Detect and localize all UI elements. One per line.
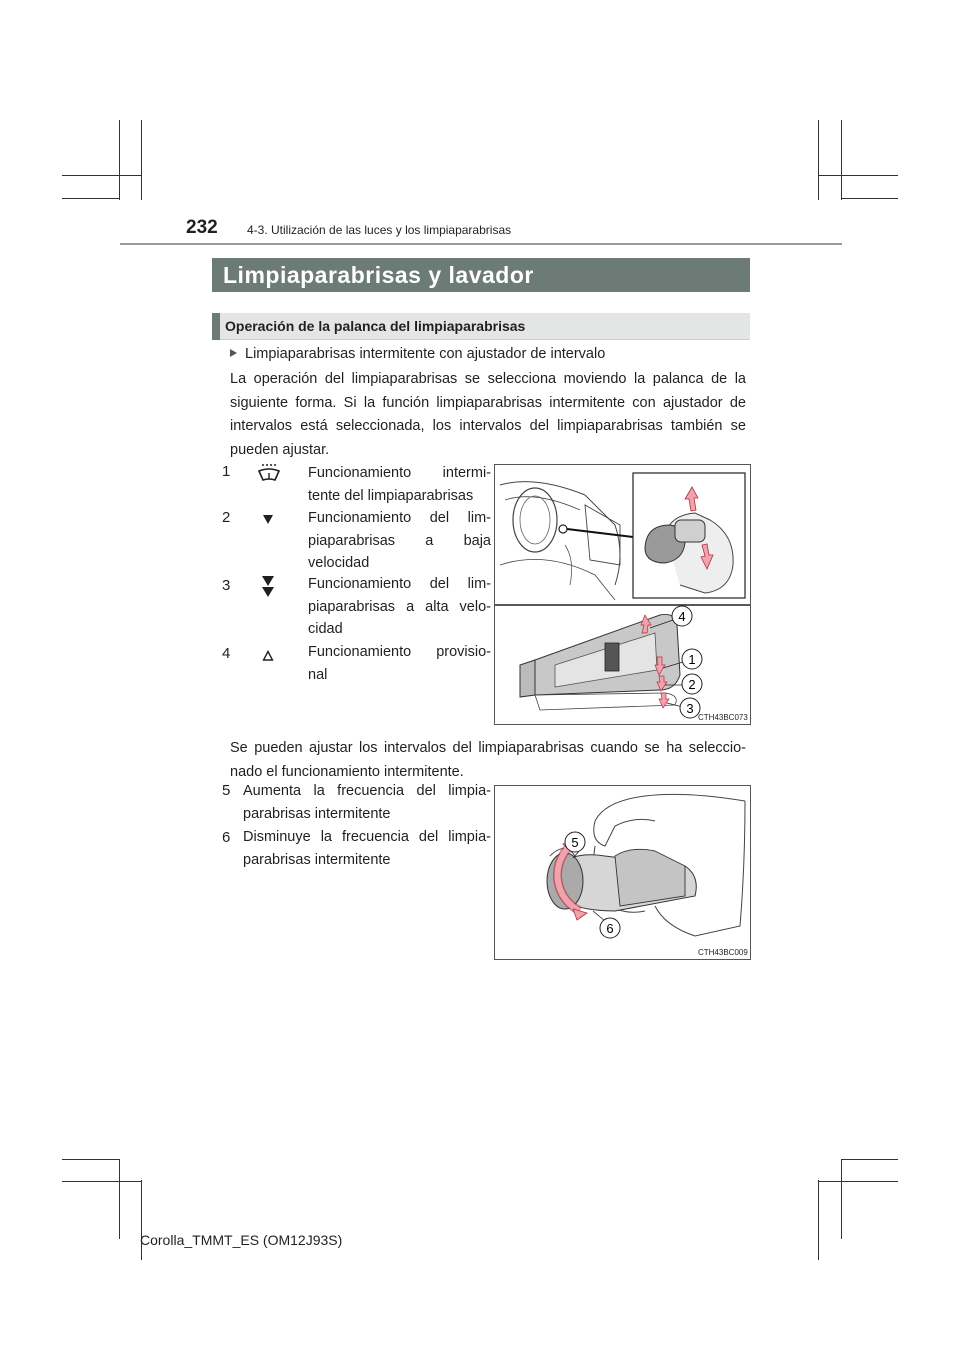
crop-mark xyxy=(62,175,142,176)
crop-mark xyxy=(62,198,119,199)
subsection-bar xyxy=(212,313,750,340)
crop-mark xyxy=(818,120,819,200)
section-title: Limpiaparabrisas y lavador xyxy=(212,258,750,292)
figure-wiper-lever xyxy=(494,464,751,725)
callout-2: 2 xyxy=(688,677,696,692)
subsection-stripe xyxy=(212,313,220,340)
item-text-6: Disminuye la frecuencia del limpia- parabrisas intermitente xyxy=(243,829,491,868)
item-text-2: Funcionamiento del lim- piaparabrisas a baja velocidad xyxy=(308,510,491,571)
item-number-5: 5 xyxy=(222,782,231,799)
figure-code: CTH43BC009 xyxy=(698,948,748,957)
footer-doc-id: Corolla_TMMT_ES (OM12J93S) xyxy=(140,1232,343,1248)
intermittent-wiper-icon xyxy=(256,463,282,483)
interval-adjust-illustration xyxy=(495,786,750,959)
crop-mark xyxy=(818,1180,819,1260)
crop-mark xyxy=(841,120,842,200)
bullet-heading xyxy=(230,346,605,362)
bullet-text: Limpiaparabrisas intermitente con ajustador de intervalo xyxy=(245,346,606,362)
item-number-4: 4 xyxy=(222,645,231,662)
crop-mark xyxy=(841,1159,842,1239)
item-number-3: 3 xyxy=(222,577,231,594)
crop-mark xyxy=(119,120,120,200)
figure-interval-adjust xyxy=(494,785,751,960)
callout-1: 1 xyxy=(688,652,696,667)
figure-code: CTH43BC073 xyxy=(698,713,748,722)
crop-mark xyxy=(818,175,898,176)
bullet-triangle-icon xyxy=(230,349,237,357)
running-header: 4-3. Utilización de las luces y los limpiaparabrisas xyxy=(247,223,512,237)
crop-mark xyxy=(62,1181,142,1182)
subsection-title: Operación de la palanca del limpiaparabrisas xyxy=(225,318,526,334)
item-number-2: 2 xyxy=(222,509,231,526)
crop-mark xyxy=(841,1159,898,1160)
crop-mark xyxy=(841,198,898,199)
crop-mark xyxy=(141,120,142,200)
intro-paragraph: La operación del limpiaparabrisas se selecciona moviendo la palanca de la siguiente forma. Si la función limpiaparabrisas intermitente con ajustador de intervalos está seleccionada, los intervalos del limpiaparabrisas también se pueden ajustar. xyxy=(230,371,746,458)
outline-triangle-icon xyxy=(262,650,274,662)
item-number-6: 6 xyxy=(222,829,231,846)
crop-mark xyxy=(141,1180,142,1260)
interval-paragraph: Se pueden ajustar los intervalos del limpiaparabrisas cuando se ha seleccio- nado el funcionamiento intermitente. xyxy=(230,740,746,780)
double-down-triangle-icon xyxy=(261,575,275,599)
crop-mark xyxy=(119,1159,120,1239)
callout-6: 6 xyxy=(606,921,614,936)
header-rule xyxy=(120,243,842,245)
single-down-triangle-icon xyxy=(262,513,274,525)
item-text-4: Funcionamiento provisio- nal xyxy=(308,644,491,683)
callout-4: 4 xyxy=(678,609,686,624)
wiper-lever-illustration xyxy=(495,465,750,724)
page-number: 232 xyxy=(186,217,218,238)
crop-mark xyxy=(818,1181,898,1182)
callout-5: 5 xyxy=(571,835,579,850)
item-number-1: 1 xyxy=(222,463,231,480)
crop-mark xyxy=(62,1159,119,1160)
item-text-1: Funcionamiento intermi- tente del limpiaparabrisas xyxy=(308,465,491,504)
item-text-3: Funcionamiento del lim- piaparabrisas a alta velo- cidad xyxy=(308,576,491,637)
item-text-5: Aumenta la frecuencia del limpia- parabrisas intermitente xyxy=(243,783,491,822)
callout-3: 3 xyxy=(686,701,694,716)
